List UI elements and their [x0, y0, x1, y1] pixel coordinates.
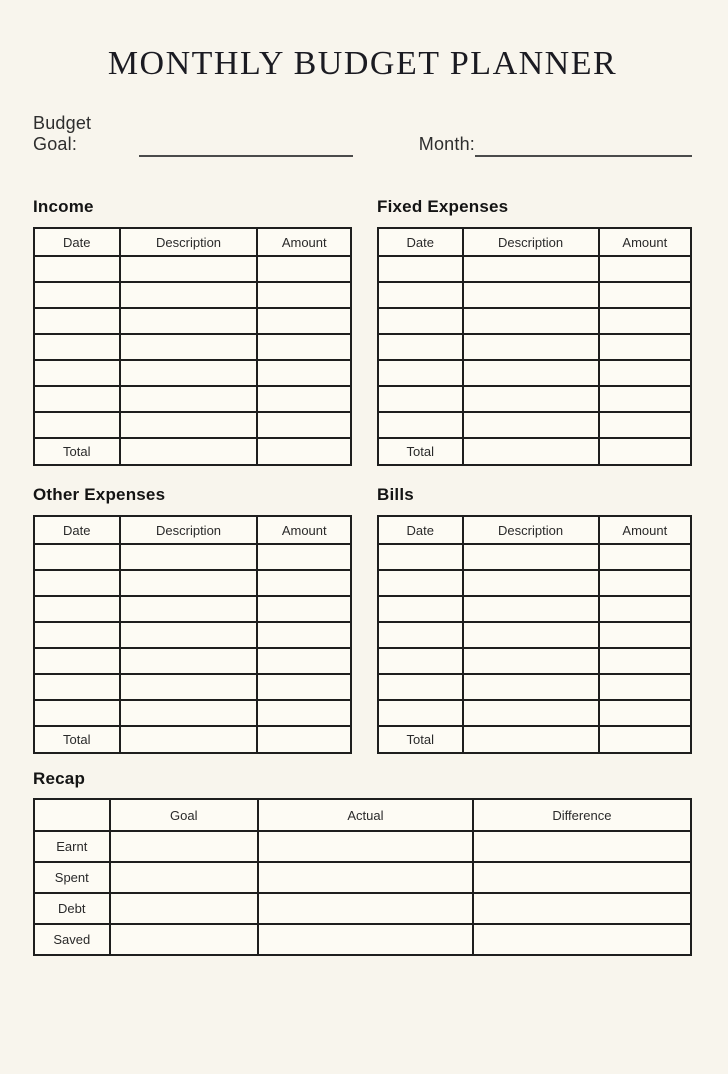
description-cell[interactable]	[463, 544, 599, 570]
date-cell[interactable]	[378, 570, 463, 596]
date-cell[interactable]	[34, 360, 120, 386]
description-cell[interactable]	[120, 412, 258, 438]
date-column-header: Date	[378, 228, 463, 256]
recap-row-spent	[34, 862, 691, 893]
date-cell[interactable]	[34, 674, 120, 700]
total-label: Total	[34, 726, 120, 753]
date-cell[interactable]	[34, 282, 120, 308]
description-cell[interactable]	[120, 282, 258, 308]
header-row	[378, 228, 691, 256]
table-row	[378, 386, 691, 412]
description-cell[interactable]	[463, 282, 599, 308]
description-cell[interactable]	[120, 596, 258, 622]
total-description-cell[interactable]	[463, 726, 599, 753]
date-cell[interactable]	[378, 700, 463, 726]
recap-table	[33, 798, 692, 956]
row-label-earnt: Earnt	[34, 831, 110, 862]
date-cell[interactable]	[34, 596, 120, 622]
date-cell[interactable]	[34, 648, 120, 674]
table-row	[378, 648, 691, 674]
date-cell[interactable]	[34, 308, 120, 334]
goal-cell[interactable]	[110, 924, 258, 955]
total-row	[378, 726, 691, 753]
other-expenses-section-title: Other Expenses	[33, 485, 166, 505]
description-cell[interactable]	[120, 570, 258, 596]
bills-section	[377, 485, 692, 754]
amount-cell[interactable]	[599, 622, 691, 648]
recap-section	[33, 769, 692, 956]
bills-section-title: Bills	[377, 485, 414, 505]
amount-cell[interactable]	[599, 648, 691, 674]
table-row	[378, 308, 691, 334]
amount-cell[interactable]	[599, 412, 691, 438]
table-row	[378, 282, 691, 308]
date-cell[interactable]	[34, 544, 120, 570]
amount-cell[interactable]	[257, 334, 351, 360]
amount-column-header: Amount	[257, 516, 351, 544]
goal-cell[interactable]	[110, 831, 258, 862]
table-row	[34, 308, 351, 334]
description-cell[interactable]	[120, 334, 258, 360]
total-label: Total	[378, 438, 463, 465]
date-cell[interactable]	[34, 570, 120, 596]
goal-cell[interactable]	[110, 893, 258, 924]
total-row	[34, 726, 351, 753]
table-row	[34, 596, 351, 622]
amount-cell[interactable]	[599, 334, 691, 360]
date-cell[interactable]	[34, 386, 120, 412]
amount-cell[interactable]	[257, 596, 351, 622]
amount-cell[interactable]	[599, 596, 691, 622]
date-cell[interactable]	[34, 334, 120, 360]
date-cell[interactable]	[378, 544, 463, 570]
description-cell[interactable]	[463, 256, 599, 282]
table-row	[34, 544, 351, 570]
description-cell[interactable]	[120, 622, 258, 648]
date-cell[interactable]	[34, 412, 120, 438]
amount-cell[interactable]	[257, 700, 351, 726]
date-cell[interactable]	[378, 334, 463, 360]
budget-goal-label: Budget Goal:	[33, 113, 92, 155]
actual-cell[interactable]	[258, 831, 473, 862]
amount-cell[interactable]	[257, 648, 351, 674]
description-cell[interactable]	[463, 700, 599, 726]
date-cell[interactable]	[378, 386, 463, 412]
table-row	[34, 256, 351, 282]
date-cell[interactable]	[378, 622, 463, 648]
difference-cell[interactable]	[473, 862, 691, 893]
amount-cell[interactable]	[599, 570, 691, 596]
date-column-header: Date	[34, 516, 120, 544]
amount-column-header: Amount	[599, 516, 691, 544]
table-row	[378, 334, 691, 360]
difference-cell[interactable]	[473, 924, 691, 955]
header-row	[34, 228, 351, 256]
row-label-saved: Saved	[34, 924, 110, 955]
date-column-header: Date	[378, 516, 463, 544]
income-table	[33, 227, 352, 466]
actual-cell[interactable]	[258, 893, 473, 924]
other-expenses-table	[33, 515, 352, 754]
total-row	[34, 438, 351, 465]
table-row	[378, 360, 691, 386]
description-cell[interactable]	[120, 360, 258, 386]
tables-grid	[33, 197, 692, 754]
budget-goal-input[interactable]	[139, 131, 353, 157]
table-row	[378, 622, 691, 648]
description-cell[interactable]	[463, 360, 599, 386]
amount-cell[interactable]	[599, 544, 691, 570]
recap-row-debt	[34, 893, 691, 924]
fixed-expenses-section	[377, 197, 692, 466]
row-label-debt: Debt	[34, 893, 110, 924]
amount-cell[interactable]	[257, 386, 351, 412]
total-row	[378, 438, 691, 465]
description-column-header: Description	[120, 516, 258, 544]
date-cell[interactable]	[378, 308, 463, 334]
income-section-title: Income	[33, 197, 94, 217]
description-cell[interactable]	[463, 412, 599, 438]
total-amount-cell[interactable]	[257, 726, 351, 753]
recap-row-saved	[34, 924, 691, 955]
month-field	[419, 131, 692, 157]
bills-table	[377, 515, 692, 754]
row-label-spent: Spent	[34, 862, 110, 893]
recap-corner-cell	[34, 799, 110, 831]
description-cell[interactable]	[463, 308, 599, 334]
description-cell[interactable]	[120, 700, 258, 726]
date-cell[interactable]	[34, 700, 120, 726]
date-cell[interactable]	[378, 360, 463, 386]
actual-cell[interactable]	[258, 924, 473, 955]
amount-cell[interactable]	[599, 282, 691, 308]
goal-cell[interactable]	[110, 862, 258, 893]
date-cell[interactable]	[378, 596, 463, 622]
page-title: MONTHLY BUDGET PLANNER	[107, 45, 618, 82]
amount-cell[interactable]	[599, 256, 691, 282]
table-row	[34, 648, 351, 674]
other-expenses-section	[33, 485, 352, 754]
description-cell[interactable]	[120, 544, 258, 570]
header-fields-row	[33, 113, 692, 157]
difference-column-header: Difference	[473, 799, 691, 831]
description-cell[interactable]	[463, 386, 599, 412]
header-row	[34, 799, 691, 831]
actual-column-header: Actual	[258, 799, 473, 831]
total-label: Total	[378, 726, 463, 753]
description-column-header: Description	[463, 516, 599, 544]
table-row	[34, 570, 351, 596]
amount-cell[interactable]	[257, 282, 351, 308]
date-cell[interactable]	[378, 256, 463, 282]
description-cell[interactable]	[463, 596, 599, 622]
amount-column-header: Amount	[257, 228, 351, 256]
table-row	[34, 334, 351, 360]
amount-cell[interactable]	[599, 700, 691, 726]
date-cell[interactable]	[34, 622, 120, 648]
amount-cell[interactable]	[257, 622, 351, 648]
description-cell[interactable]	[120, 308, 258, 334]
amount-cell[interactable]	[257, 256, 351, 282]
table-row	[34, 622, 351, 648]
fixed-expenses-section-title: Fixed Expenses	[377, 197, 509, 217]
budget-goal-field	[33, 113, 353, 157]
difference-cell[interactable]	[473, 831, 691, 862]
description-cell[interactable]	[120, 386, 258, 412]
amount-cell[interactable]	[599, 674, 691, 700]
table-row	[378, 412, 691, 438]
total-description-cell[interactable]	[463, 438, 599, 465]
description-cell[interactable]	[120, 256, 258, 282]
amount-cell[interactable]	[257, 360, 351, 386]
total-amount-cell[interactable]	[599, 438, 691, 465]
total-amount-cell[interactable]	[257, 438, 351, 465]
amount-cell[interactable]	[257, 570, 351, 596]
description-cell[interactable]	[463, 674, 599, 700]
month-input[interactable]	[475, 131, 692, 157]
recap-section-title: Recap	[33, 769, 86, 789]
table-row	[378, 544, 691, 570]
header-row	[378, 516, 691, 544]
table-row	[378, 256, 691, 282]
difference-cell[interactable]	[473, 893, 691, 924]
date-column-header: Date	[34, 228, 120, 256]
planner-page	[0, 44, 728, 956]
header-row	[34, 516, 351, 544]
amount-cell[interactable]	[257, 674, 351, 700]
table-row	[34, 282, 351, 308]
month-label: Month:	[418, 134, 475, 155]
fixed-expenses-table	[377, 227, 692, 466]
amount-column-header: Amount	[599, 228, 691, 256]
description-column-header: Description	[463, 228, 599, 256]
description-cell[interactable]	[463, 334, 599, 360]
table-row	[34, 360, 351, 386]
table-row	[34, 700, 351, 726]
recap-row-earnt	[34, 831, 691, 862]
table-row	[378, 596, 691, 622]
description-cell[interactable]	[463, 622, 599, 648]
date-cell[interactable]	[34, 256, 120, 282]
total-description-cell[interactable]	[120, 726, 258, 753]
description-cell[interactable]	[463, 570, 599, 596]
table-row	[34, 412, 351, 438]
total-label: Total	[34, 438, 120, 465]
amount-cell[interactable]	[257, 412, 351, 438]
total-amount-cell[interactable]	[599, 726, 691, 753]
table-row	[34, 674, 351, 700]
amount-cell[interactable]	[257, 544, 351, 570]
goal-column-header: Goal	[110, 799, 258, 831]
table-row	[378, 570, 691, 596]
actual-cell[interactable]	[258, 862, 473, 893]
date-cell[interactable]	[378, 674, 463, 700]
description-cell[interactable]	[463, 648, 599, 674]
amount-cell[interactable]	[257, 308, 351, 334]
date-cell[interactable]	[378, 648, 463, 674]
amount-cell[interactable]	[599, 308, 691, 334]
description-column-header: Description	[120, 228, 258, 256]
amount-cell[interactable]	[599, 360, 691, 386]
total-description-cell[interactable]	[120, 438, 258, 465]
table-row	[378, 674, 691, 700]
amount-cell[interactable]	[599, 386, 691, 412]
table-row	[378, 700, 691, 726]
description-cell[interactable]	[120, 674, 258, 700]
description-cell[interactable]	[120, 648, 258, 674]
income-section	[33, 197, 352, 466]
table-row	[34, 386, 351, 412]
date-cell[interactable]	[378, 412, 463, 438]
date-cell[interactable]	[378, 282, 463, 308]
